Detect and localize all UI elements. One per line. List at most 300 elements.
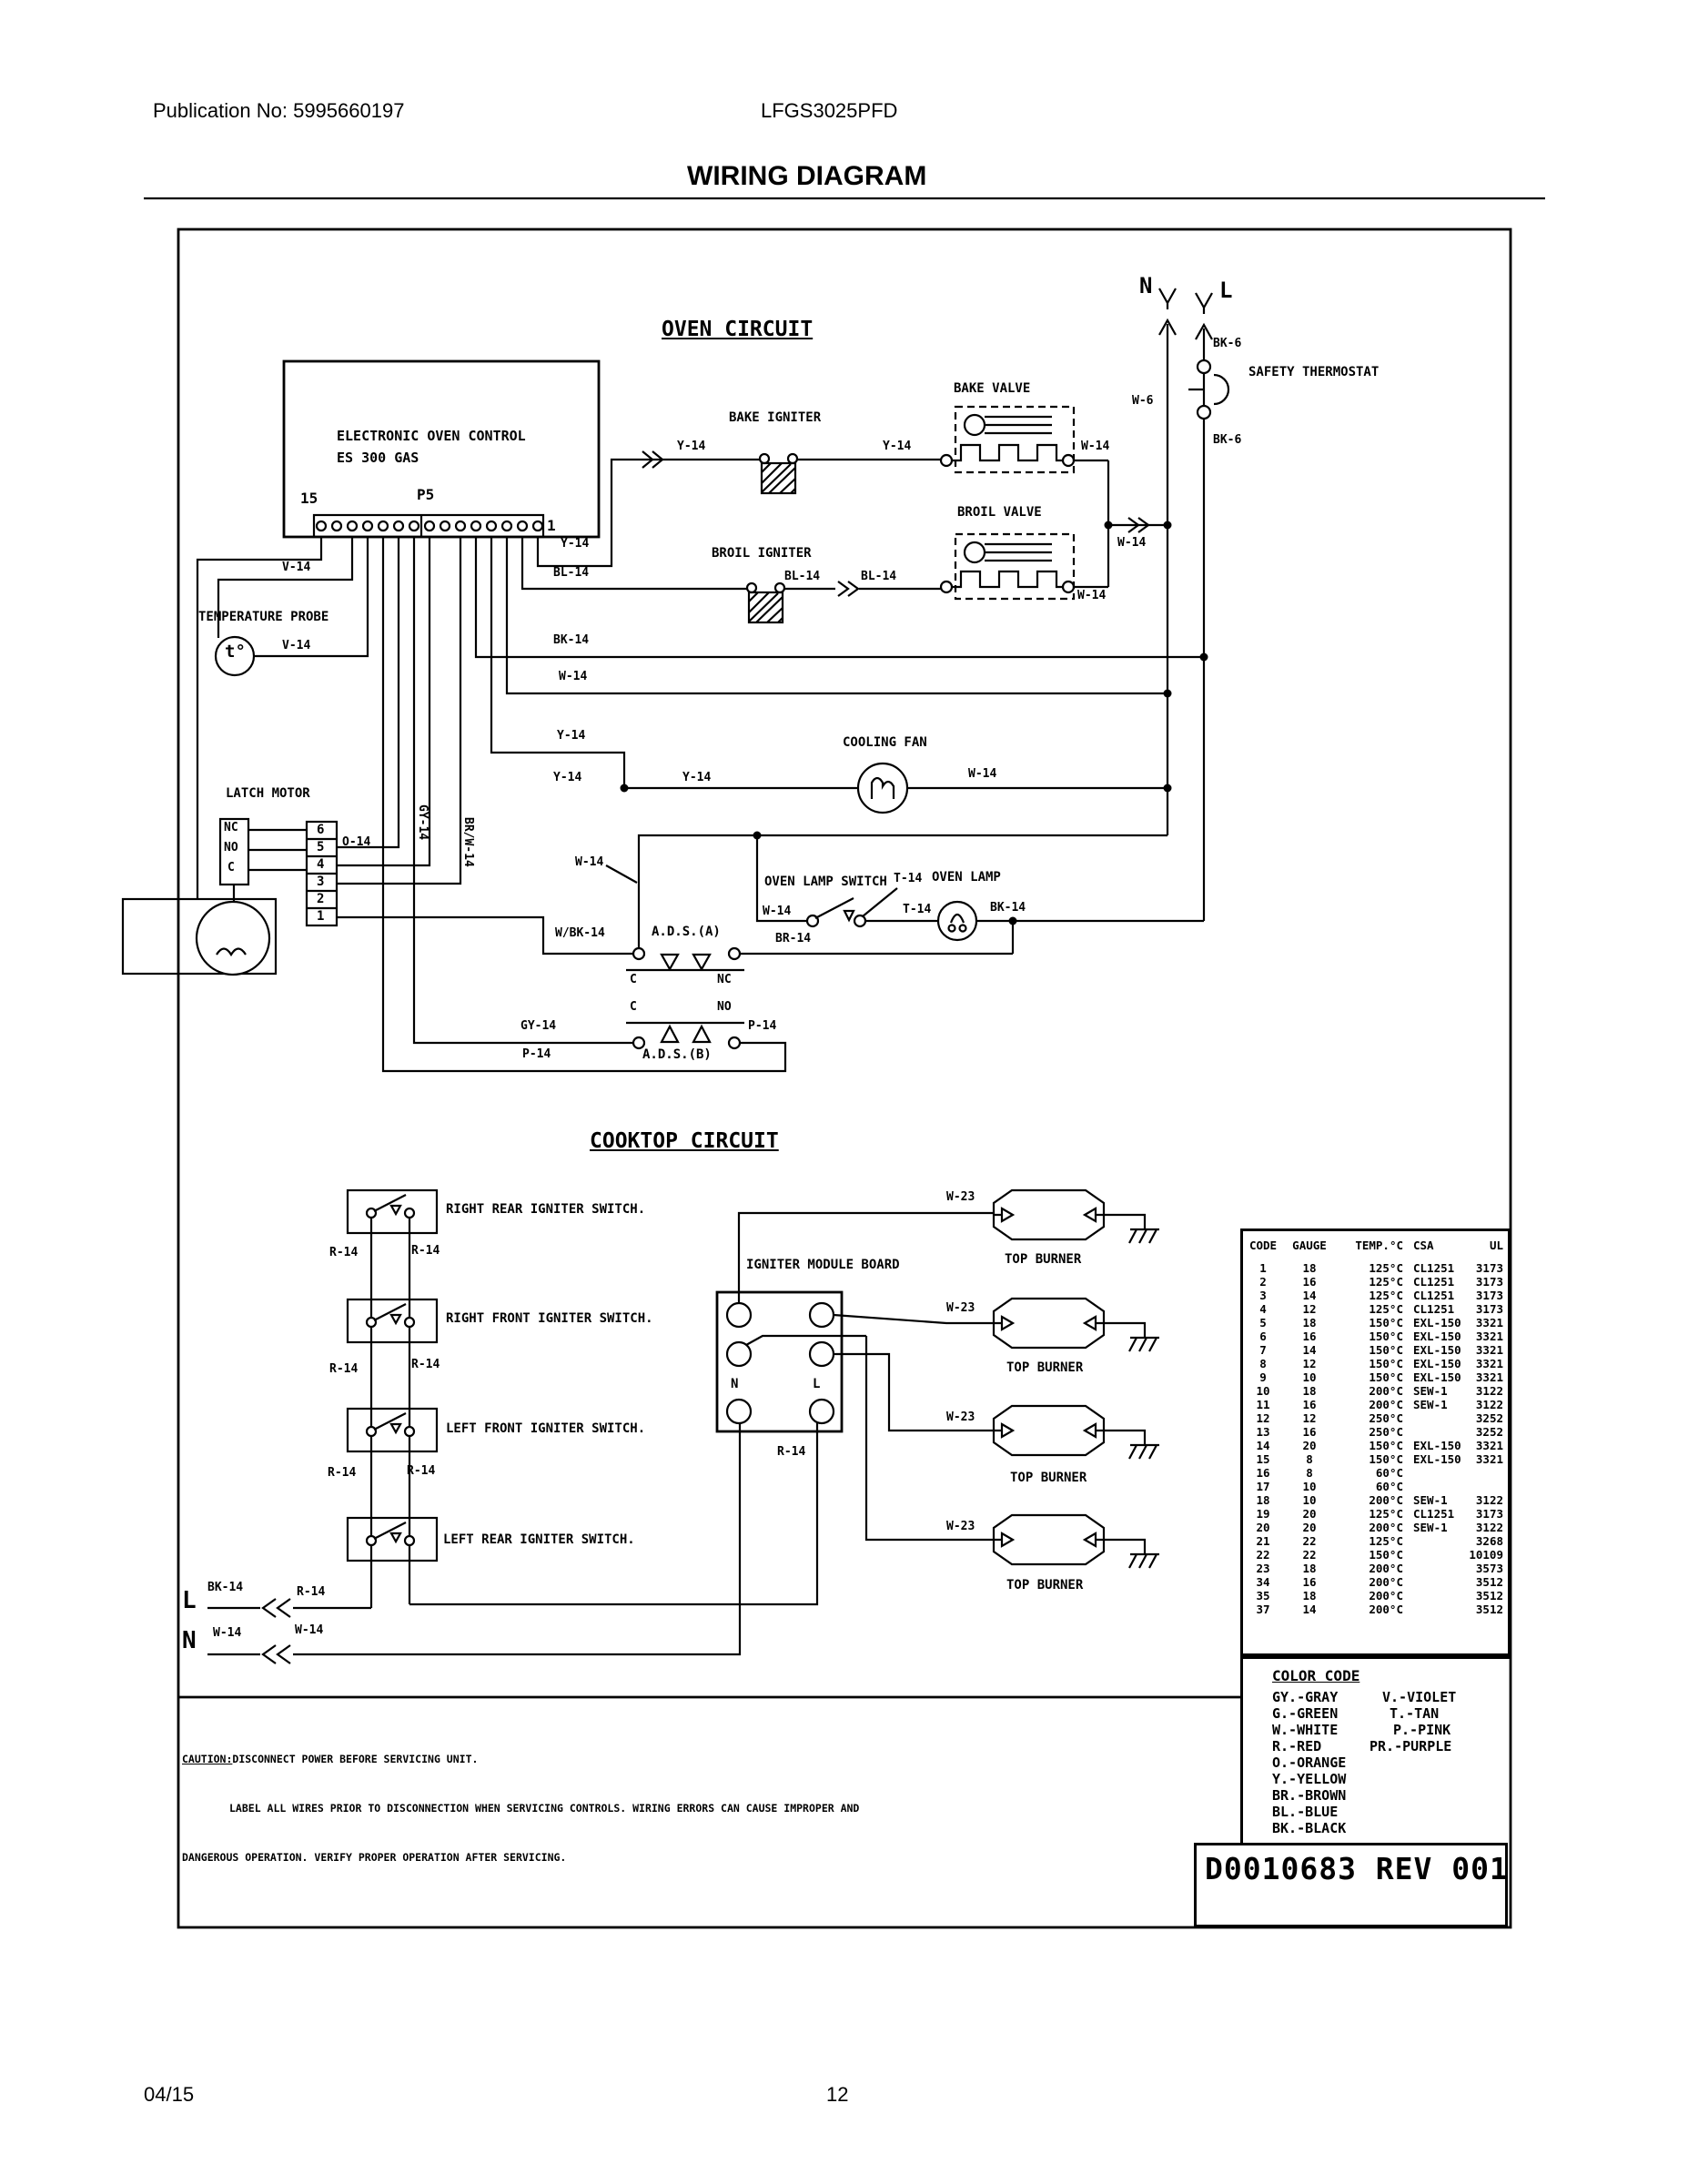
wire-table-cell: 18 (1302, 1562, 1317, 1575)
wire-table-cell: 10 (1302, 1370, 1317, 1384)
wire-table-cell: 3321 (1475, 1370, 1503, 1384)
wire-table-cell: 8 (1259, 1357, 1267, 1370)
wire-table-cell: 16 (1302, 1330, 1317, 1343)
wire-table-cell: EXL-150 (1413, 1439, 1461, 1452)
wire-table-cell: 3321 (1475, 1439, 1503, 1452)
wire-table-cell: EXL-150 (1413, 1330, 1461, 1343)
wire-label: T-14 (894, 872, 923, 885)
wire-table-cell: 14 (1302, 1343, 1317, 1357)
wire-label: BL-14 (553, 566, 590, 580)
wire-table-cell: 125°C (1369, 1534, 1403, 1548)
wire-table-row (1243, 1261, 1508, 1275)
wire-table-header (1243, 1239, 1508, 1261)
wire-table-cell: 9 (1259, 1370, 1267, 1384)
wire-table-cell (1467, 1480, 1503, 1493)
wire-table-cell: 3122 (1475, 1521, 1503, 1534)
wire-label: Y-14 (561, 537, 590, 551)
wire-table-cell: 6 (1259, 1330, 1267, 1343)
wire-table-cell (1405, 1480, 1467, 1493)
top-burner-3 (994, 1406, 1159, 1459)
wire-label: W-23 (946, 1410, 975, 1424)
color-code-entry: BR.-BROWN (1272, 1787, 1347, 1804)
wire-table-cell: 14 (1302, 1603, 1317, 1616)
wire-table-cell: SEW-1 (1413, 1493, 1448, 1507)
wire-label: BK-6 (1213, 337, 1242, 350)
wire-label: BL-14 (784, 570, 821, 583)
doc-number: D0010683 REV 001 (1205, 1851, 1509, 1886)
ads-b-symbol (383, 537, 785, 1071)
right-rear-igniter-switch-label: RIGHT REAR IGNITER SWITCH. (446, 1202, 646, 1217)
color-code-entry: W.-WHITE (1272, 1722, 1339, 1738)
wire-table-cell: 20 (1302, 1507, 1317, 1521)
top-burner-1 (994, 1190, 1159, 1243)
wire-table-cell: 60°C (1375, 1466, 1403, 1480)
caution-line-2: LABEL ALL WIRES PRIOR TO DISCONNECTION WHEN SERVICING CONTROLS. WIRING ERRORS CAN CAUSE IMPROPER AND (229, 1802, 860, 1815)
wire-label: Y-14 (682, 771, 712, 784)
wire-label: W-14 (1117, 536, 1147, 550)
col-gauge: GAUGE (1292, 1239, 1327, 1252)
wire-table-cell: 16 (1302, 1275, 1317, 1289)
wire-table-row (1243, 1603, 1508, 1616)
wire-table-cell: 250°C (1369, 1411, 1403, 1425)
wire-table-cell: 21 (1256, 1534, 1270, 1548)
top-burner-2 (994, 1299, 1159, 1351)
caution-text (182, 1718, 859, 1898)
wire-label: 4 (317, 857, 325, 872)
wire-table-cell: 22 (1302, 1548, 1317, 1562)
color-code-entry: T.-TAN (1390, 1705, 1440, 1722)
wire-label: W-14 (763, 905, 792, 918)
oven-lamp-switch-label: OVEN LAMP SWITCH (764, 875, 887, 889)
wire-table-cell: 150°C (1369, 1343, 1403, 1357)
wire-table-cell: EXL-150 (1413, 1452, 1461, 1466)
wire-table-row (1243, 1398, 1508, 1411)
wire-label: BR/W-14 (461, 817, 475, 867)
wire-table-row (1243, 1384, 1508, 1398)
wire-table-cell: 150°C (1369, 1452, 1403, 1466)
left-rear-igniter-switch (348, 1518, 437, 1561)
line-terminal-label: L (1219, 278, 1233, 303)
connector-p5: P5 (417, 486, 435, 503)
wire-table-cell: 5 (1259, 1316, 1267, 1330)
wire-table-cell: 125°C (1369, 1275, 1403, 1289)
wire-table-cell: CL1251 (1413, 1275, 1455, 1289)
wire-table-cell: 150°C (1369, 1357, 1403, 1370)
color-code-entry: BK.-BLACK (1272, 1820, 1347, 1836)
wire-table-cell: 17 (1256, 1480, 1270, 1493)
wire-table-cell: 2 (1259, 1275, 1267, 1289)
col-temp: TEMP.°C (1355, 1239, 1403, 1252)
wire-table-cell: 3173 (1475, 1302, 1503, 1316)
supply-l-label: L (182, 1587, 197, 1614)
wire-table-cell (1405, 1411, 1467, 1425)
wire-table-row (1243, 1480, 1508, 1493)
page-title: WIRING DIAGRAM (687, 161, 927, 191)
wire-table-cell (1405, 1425, 1467, 1439)
col-csa: CSA (1413, 1239, 1434, 1252)
wire-table-row (1243, 1507, 1508, 1521)
wire-table-cell: 18 (1256, 1493, 1270, 1507)
wire-table-row (1243, 1589, 1508, 1603)
wire-table-cell: 3512 (1475, 1603, 1503, 1616)
wire-table-row (1243, 1316, 1508, 1330)
wire-table-cell: 1 (1259, 1261, 1267, 1275)
wire-label: C (630, 1000, 637, 1014)
wire-table-cell: 125°C (1369, 1507, 1403, 1521)
wire-table-cell: 22 (1256, 1548, 1270, 1562)
wire-table-cell: 3173 (1475, 1289, 1503, 1302)
wire-table-row (1243, 1425, 1508, 1439)
latch-motor-assembly (123, 537, 460, 975)
color-code-entry: R.-RED (1272, 1738, 1322, 1754)
wire-table-cell: 14 (1256, 1439, 1270, 1452)
left-rear-igniter-switch-label: LEFT REAR IGNITER SWITCH. (443, 1532, 635, 1547)
wire-table-row (1243, 1289, 1508, 1302)
wire-table-cell: 18 (1302, 1384, 1317, 1398)
footer-page-number: 12 (826, 2083, 849, 2106)
wire-table-cell: 20 (1302, 1521, 1317, 1534)
wire-table-cell: 125°C (1369, 1261, 1403, 1275)
wire-table-cell: 10 (1302, 1480, 1317, 1493)
wire-table-cell: 10109 (1469, 1548, 1503, 1562)
oven-lamp-label: OVEN LAMP (932, 870, 1001, 885)
wire-table-cell: 150°C (1369, 1548, 1403, 1562)
igniter-module-board (717, 1292, 866, 1431)
wire-label: Y-14 (883, 440, 912, 453)
wire-table-cell (1467, 1466, 1503, 1480)
wire-table-cell: 200°C (1369, 1493, 1403, 1507)
wire-table-row (1243, 1562, 1508, 1575)
right-rear-igniter-switch (348, 1190, 437, 1233)
wire-table-row (1243, 1575, 1508, 1589)
eoc-model: ES 300 GAS (337, 450, 419, 466)
wire-label: 3 (317, 875, 325, 889)
wire-label: NC (224, 821, 238, 834)
wire-table-cell: 3122 (1475, 1493, 1503, 1507)
left-front-igniter-switch (348, 1409, 437, 1451)
temperature-probe-label: TEMPERATURE PROBE (198, 610, 329, 624)
probe-symbol-label: t° (225, 642, 246, 662)
wire-table-cell: 35 (1256, 1589, 1270, 1603)
wire-table-cell: 20 (1302, 1439, 1317, 1452)
wire-table-row (1243, 1330, 1508, 1343)
model-number: LFGS3025PFD (761, 99, 898, 122)
wire-table-cell: 200°C (1369, 1603, 1403, 1616)
wire-table-cell: 16 (1256, 1466, 1270, 1480)
wire-label: GY-14 (521, 1019, 557, 1033)
wire-table-cell: 200°C (1369, 1562, 1403, 1575)
wire-table-cell: 16 (1302, 1425, 1317, 1439)
wire-label: BL-14 (861, 570, 897, 583)
wire-label: Y-14 (677, 440, 706, 453)
wire-label: W/BK-14 (555, 926, 605, 940)
wire-table-row (1243, 1493, 1508, 1507)
neutral-terminal-label: N (1139, 273, 1153, 298)
wire-label: R-14 (411, 1244, 440, 1258)
cooling-fan-label: COOLING FAN (843, 735, 927, 750)
color-code-title: COLOR CODE (1272, 1667, 1360, 1684)
right-front-igniter-switch (348, 1299, 437, 1342)
wire-label: O-14 (342, 835, 371, 849)
wire-table-cell: EXL-150 (1413, 1316, 1461, 1330)
wire-table-cell: SEW-1 (1413, 1398, 1448, 1411)
bake-igniter-symbol (762, 463, 795, 493)
wire-table-cell: 3173 (1475, 1275, 1503, 1289)
ads-b-label: A.D.S.(B) (642, 1047, 712, 1062)
wire-table-row (1243, 1534, 1508, 1548)
wire-table-row (1243, 1548, 1508, 1562)
safety-thermostat-label: SAFETY THERMOSTAT (1248, 365, 1380, 379)
wire-table-cell: 18 (1302, 1261, 1317, 1275)
wire-table-cell: 150°C (1369, 1330, 1403, 1343)
wire-label: P-14 (522, 1047, 551, 1061)
wire-label: N (731, 1377, 739, 1391)
wire-table-cell: 200°C (1369, 1398, 1403, 1411)
wire-label: W-23 (946, 1301, 975, 1315)
wire-table-cell: 18 (1302, 1589, 1317, 1603)
wire-table-cell: EXL-150 (1413, 1370, 1461, 1384)
latch-motor-label: LATCH MOTOR (226, 786, 310, 801)
wire-table-cell: EXL-150 (1413, 1357, 1461, 1370)
wire-table-cell: 16 (1302, 1398, 1317, 1411)
wire-table-cell: 3321 (1475, 1316, 1503, 1330)
wire-table-cell: 37 (1256, 1603, 1270, 1616)
pin-1: 1 (547, 517, 556, 534)
wire-table-cell (1405, 1575, 1467, 1589)
wire-label: Y-14 (557, 729, 586, 743)
wire-table-rows (1243, 1261, 1508, 1616)
wire-table-cell: 3173 (1475, 1507, 1503, 1521)
color-code-entry: GY.-GRAY (1272, 1689, 1339, 1705)
wire-table-row (1243, 1357, 1508, 1370)
top-burner-1-label: TOP BURNER (1005, 1252, 1082, 1267)
bake-igniter-label: BAKE IGNITER (729, 410, 822, 425)
wire-table-cell: 12 (1302, 1357, 1317, 1370)
oven-circuit-title: OVEN CIRCUIT (662, 318, 814, 341)
left-front-igniter-switch-label: LEFT FRONT IGNITER SWITCH. (446, 1421, 646, 1436)
wire-label: R-14 (297, 1585, 326, 1599)
wire-table-cell (1405, 1589, 1467, 1603)
wire-table-cell (1405, 1562, 1467, 1575)
wire-label: 2 (317, 892, 325, 906)
wire-label: R-14 (329, 1362, 359, 1376)
wire-label: W-14 (213, 1626, 242, 1640)
caution-line-3: DANGEROUS OPERATION. VERIFY PROPER OPERATION AFTER SERVICING. (182, 1851, 567, 1864)
wire-label: V-14 (282, 561, 311, 574)
wire-table-cell: 10 (1256, 1384, 1270, 1398)
wire-table-cell: 3321 (1475, 1343, 1503, 1357)
electronic-oven-control (284, 361, 599, 537)
wire-table-cell: 125°C (1369, 1289, 1403, 1302)
wire-label: BK-14 (207, 1581, 244, 1594)
wire-table-cell: 11 (1256, 1398, 1270, 1411)
wire-table-cell: SEW-1 (1413, 1521, 1448, 1534)
wire-table-cell: 3512 (1475, 1575, 1503, 1589)
wire-table-row (1243, 1343, 1508, 1357)
wire-table-cell: SEW-1 (1413, 1384, 1448, 1398)
wire-table-cell: 3512 (1475, 1589, 1503, 1603)
wire-label: C (227, 861, 235, 875)
wire-table-cell: 23 (1256, 1562, 1270, 1575)
wire-table-cell: 3173 (1475, 1261, 1503, 1275)
col-code: CODE (1248, 1239, 1278, 1252)
bake-valve-label: BAKE VALVE (954, 381, 1031, 396)
wire-table-cell: 3122 (1475, 1384, 1503, 1398)
valve-output-junction (1105, 460, 1172, 587)
wire-table-cell: CL1251 (1413, 1507, 1455, 1521)
wire-label: 1 (317, 909, 325, 924)
eoc-label: ELECTRONIC OVEN CONTROL (337, 428, 526, 444)
color-code-entry: O.-ORANGE (1272, 1754, 1347, 1771)
wire-table-cell: 3321 (1475, 1452, 1503, 1466)
wire-label: BK-14 (990, 901, 1026, 915)
wire-table-cell: EXL-150 (1413, 1343, 1461, 1357)
wire-label: R-14 (407, 1464, 436, 1478)
wire-label: R-14 (777, 1445, 806, 1459)
top-burner-2-label: TOP BURNER (1006, 1360, 1084, 1375)
wire-table-cell: 16 (1302, 1575, 1317, 1589)
wire-label: V-14 (282, 639, 311, 652)
color-code-entry: P.-PINK (1393, 1722, 1451, 1738)
wire-label: W-14 (1077, 589, 1107, 602)
wire-label: T-14 (903, 903, 932, 916)
wire-label: BK-6 (1213, 433, 1242, 447)
wire-label: L (813, 1377, 821, 1391)
color-code-entry: PR.-PURPLE (1370, 1738, 1452, 1754)
footer-date: 04/15 (144, 2083, 195, 2106)
wire-table-cell: 200°C (1369, 1575, 1403, 1589)
wire-table-cell: 3 (1259, 1289, 1267, 1302)
wire-table-cell: 15 (1256, 1452, 1270, 1466)
wire-gauge-table (1240, 1228, 1511, 1656)
color-code-entry: G.-GREEN (1272, 1705, 1339, 1722)
wire-label: W-14 (968, 767, 997, 781)
wire-table-cell: CL1251 (1413, 1289, 1455, 1302)
wire-label: R-14 (328, 1466, 357, 1480)
wire-table-cell: 3268 (1475, 1534, 1503, 1548)
wire-label: NC (717, 973, 732, 986)
pin-15: 15 (300, 490, 318, 507)
wire-label: C (630, 973, 637, 986)
wire-label: W-14 (559, 670, 588, 683)
wire-table-cell: 150°C (1369, 1316, 1403, 1330)
wire-table-cell (1405, 1548, 1467, 1562)
broil-igniter-label: BROIL IGNITER (712, 546, 812, 561)
oven-lamp-symbol (938, 902, 976, 940)
wire-table-cell: 200°C (1369, 1384, 1403, 1398)
color-code-entry: BL.-BLUE (1272, 1804, 1339, 1820)
wire-table-cell: 22 (1302, 1534, 1317, 1548)
wire-label: W-14 (1081, 440, 1110, 453)
wire-table-cell: 13 (1256, 1425, 1270, 1439)
wire-table-cell: 12 (1302, 1411, 1317, 1425)
col-ul: UL (1489, 1239, 1503, 1252)
wire-table-row (1243, 1521, 1508, 1534)
wire-table-cell: 3321 (1475, 1357, 1503, 1370)
wire-label: W-23 (946, 1520, 975, 1533)
wire-table-cell: 3321 (1475, 1330, 1503, 1343)
wire-label: 6 (317, 823, 325, 837)
wire-table-cell: 150°C (1369, 1439, 1403, 1452)
wire-table-row (1243, 1275, 1508, 1289)
wire-table-row (1243, 1370, 1508, 1384)
igniter-module-board-label: IGNITER MODULE BOARD (746, 1258, 900, 1272)
wire-label: R-14 (411, 1358, 440, 1371)
wire-table-cell: 3252 (1475, 1425, 1503, 1439)
wire-table-row (1243, 1411, 1508, 1425)
wire-table-cell: 60°C (1375, 1480, 1403, 1493)
wire-table-cell: 200°C (1369, 1589, 1403, 1603)
wire-table-row (1243, 1466, 1508, 1480)
wire-table-cell: 125°C (1369, 1302, 1403, 1316)
broil-valve-label: BROIL VALVE (957, 505, 1042, 520)
wire-label: NO (224, 841, 238, 854)
wire-table-cell: 12 (1302, 1302, 1317, 1316)
broil-igniter-symbol (749, 592, 783, 622)
right-front-igniter-switch-label: RIGHT FRONT IGNITER SWITCH. (446, 1311, 653, 1326)
wire-table-cell: 19 (1256, 1507, 1270, 1521)
wire-label: R-14 (329, 1246, 359, 1259)
top-burner-4-label: TOP BURNER (1006, 1578, 1084, 1592)
wire-label: NO (717, 1000, 732, 1014)
wire-table-cell: 3122 (1475, 1398, 1503, 1411)
wire-table-cell (1405, 1534, 1467, 1548)
wire-table-row (1243, 1439, 1508, 1452)
wire-table-cell (1405, 1603, 1467, 1616)
connector-pins (317, 521, 542, 531)
color-code-legend (1240, 1656, 1511, 1843)
wire-label: P-14 (748, 1019, 777, 1033)
wire-table-cell: 10 (1302, 1493, 1317, 1507)
wire-label: W-6 (1132, 394, 1154, 408)
wire-table-cell: 12 (1256, 1411, 1270, 1425)
wire-table-cell: 7 (1259, 1343, 1267, 1357)
publication-number: Publication No: 5995660197 (153, 99, 405, 122)
wire-table-cell: 8 (1306, 1452, 1313, 1466)
wire-table-cell: 18 (1302, 1316, 1317, 1330)
wire-label: Y-14 (553, 771, 582, 784)
cooktop-circuit-title: COOKTOP CIRCUIT (590, 1129, 779, 1153)
wire-table-cell (1405, 1466, 1467, 1480)
wire-table-cell: 34 (1256, 1575, 1270, 1589)
wire-table-row (1243, 1302, 1508, 1316)
wire-label: W-14 (575, 855, 604, 869)
wire-table-cell: 3573 (1475, 1562, 1503, 1575)
wire-label: 5 (317, 840, 325, 854)
wire-label: BR-14 (775, 932, 812, 945)
wire-table-cell: 14 (1302, 1289, 1317, 1302)
wire-label: W-23 (946, 1190, 975, 1204)
top-burner-4 (994, 1515, 1159, 1568)
wire-label: W-14 (295, 1623, 324, 1637)
wire-table-cell: 150°C (1369, 1370, 1403, 1384)
caution-line-1: CAUTION:DISCONNECT POWER BEFORE SERVICING UNIT. (182, 1753, 479, 1765)
wire-table-cell: 250°C (1369, 1425, 1403, 1439)
wire-table-cell: 4 (1259, 1302, 1267, 1316)
color-code-entry: Y.-YELLOW (1272, 1771, 1347, 1787)
wire-label: GY-14 (416, 804, 430, 841)
ads-a-label: A.D.S.(A) (652, 925, 721, 939)
doc-number-box (1194, 1843, 1508, 1927)
supply-n-label: N (182, 1627, 197, 1654)
wire-table-cell: CL1251 (1413, 1261, 1455, 1275)
wire-table-cell: 20 (1256, 1521, 1270, 1534)
top-burner-3-label: TOP BURNER (1010, 1471, 1087, 1485)
wire-table-cell: 3252 (1475, 1411, 1503, 1425)
wire-table-row (1243, 1452, 1508, 1466)
wire-table-cell: 8 (1306, 1466, 1313, 1480)
wire-label: BK-14 (553, 633, 590, 647)
